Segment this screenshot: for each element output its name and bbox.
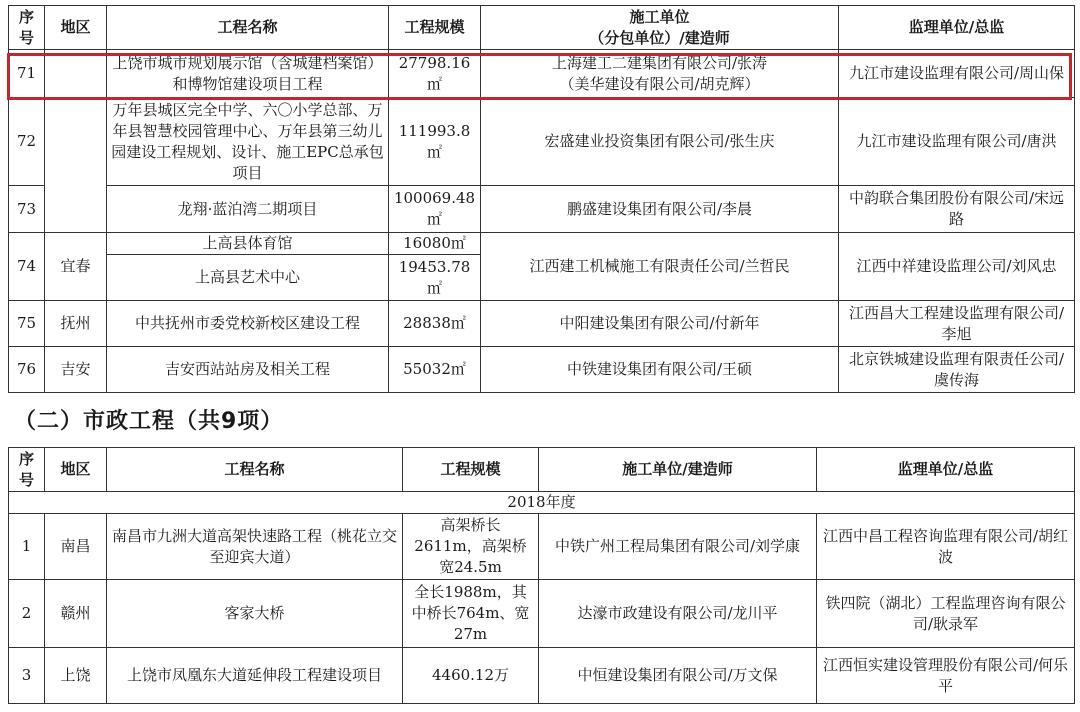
cell-scale: 27798.16㎡: [389, 50, 481, 98]
cell-contractor: 达濠市政建设有限公司/龙川平: [539, 580, 817, 648]
cell-supervisor: 中韵联合集团股份有限公司/宋远路: [839, 186, 1075, 233]
cell-scale: 28838㎡: [389, 301, 481, 347]
cell-region: 上饶: [45, 648, 107, 704]
table-header-row: [9, 448, 1075, 492]
cell-region: 宜春: [45, 233, 107, 301]
cell-contractor: [481, 50, 839, 98]
cell-scale: 111993.8㎡: [389, 98, 481, 186]
header-contractor: 施工单位/建造师: [539, 448, 817, 492]
cell-no: 72: [9, 98, 45, 186]
table-row: [9, 648, 1075, 704]
header-supervisor: 监理单位/总监: [817, 448, 1075, 492]
cell-supervisor: 江西昌大工程建设监理有限公司/李旭: [839, 301, 1075, 347]
cell-no: 1: [9, 514, 45, 580]
section-title: （二）市政工程（共9项）: [14, 409, 284, 434]
cell-supervisor: 江西中昌工程咨询监理有限公司/胡红波: [817, 514, 1075, 580]
header-name: 工程名称: [107, 448, 403, 492]
cell-contractor: 中铁建设集团有限公司/王硕: [481, 347, 839, 393]
cell-name: 中共抚州市委党校新校区建设工程: [107, 301, 389, 347]
cell-supervisor: 九江市建设监理有限公司/唐洪: [839, 98, 1075, 186]
contractor-main: 上海建工二建集团有限公司/张涛: [551, 53, 768, 72]
cell-contractor: 中铁广州工程局集团有限公司/刘学康: [539, 514, 817, 580]
cell-name: 吉安西站站房及相关工程: [107, 347, 389, 393]
cell-scale: 全长1988m，其中桥长764m、宽27m: [403, 580, 539, 648]
cell-no: 75: [9, 301, 45, 347]
cell-name: 南昌市九洲大道高架快速路工程（桃花立交至迎宾大道）: [107, 514, 403, 580]
header-supervisor: 监理单位/总监: [839, 6, 1075, 50]
header-scale: 工程规模: [403, 448, 539, 492]
cell-region: 吉安: [45, 347, 107, 393]
cell-no: 2: [9, 580, 45, 648]
header-contractor-line1: 施工单位: [629, 7, 690, 26]
cell-name: 龙翔·蓝泊湾二期项目: [107, 186, 389, 233]
cell-scale: 19453.78㎡: [389, 255, 481, 301]
contractor-sub: （美华建设有限公司/胡克辉）: [559, 74, 760, 93]
cell-scale: 4460.12万: [403, 648, 539, 704]
header-contractor: [481, 6, 839, 50]
cell-supervisor: 北京铁城建设监理有限责任公司/虞传海: [839, 347, 1075, 393]
cell-name: 上高县艺术中心: [107, 255, 389, 301]
year-row: [9, 492, 1075, 514]
cell-region: 赣州: [45, 580, 107, 648]
cell-scale: 100069.48㎡: [389, 186, 481, 233]
cell-no: 74: [9, 233, 45, 301]
year-label: 2018年度: [9, 492, 1075, 514]
cell-name: 上饶市凤凰东大道延伸段工程建设项目: [107, 648, 403, 704]
cell-no: 71: [9, 50, 45, 98]
cell-scale: 16080㎡: [389, 233, 481, 255]
cell-region: [45, 50, 107, 233]
cell-region: 抚州: [45, 301, 107, 347]
cell-scale: 高架桥长2611m，高架桥宽24.5m: [403, 514, 539, 580]
cell-region: 南昌: [45, 514, 107, 580]
cell-name: 上高县体育馆: [107, 233, 389, 255]
cell-no: 73: [9, 186, 45, 233]
header-scale: 工程规模: [389, 6, 481, 50]
header-name: 工程名称: [107, 6, 389, 50]
header-no: 序号: [9, 448, 45, 492]
cell-supervisor: 江西中祥建设监理公司/刘风忠: [839, 233, 1075, 301]
table-row: [9, 98, 1075, 186]
table-row: [9, 580, 1075, 648]
header-region: 地区: [45, 448, 107, 492]
table-row: [9, 233, 1075, 255]
cell-name: 上饶市城市规划展示馆（含城建档案馆）和博物馆建设项目工程: [107, 50, 389, 98]
cell-supervisor: 九江市建设监理有限公司/周山保: [839, 50, 1075, 98]
table-row: [9, 301, 1075, 347]
cell-no: 76: [9, 347, 45, 393]
header-contractor-line2: （分包单位）/建造师: [589, 28, 730, 47]
cell-contractor: 中恒建设集团有限公司/万文保: [539, 648, 817, 704]
table-row: [9, 514, 1075, 580]
cell-contractor: 江西建工机械施工有限责任公司/兰哲民: [481, 233, 839, 301]
header-region: 地区: [45, 6, 107, 50]
cell-contractor: 中阳建设集团有限公司/付新年: [481, 301, 839, 347]
cell-name: 客家大桥: [107, 580, 403, 648]
project-table-municipal: [8, 447, 1075, 704]
project-table-buildings: [8, 5, 1075, 393]
header-no: 序号: [9, 6, 45, 50]
cell-name: 万年县城区完全中学、六〇小学总部、万年县智慧校园管理中心、万年县第三幼儿园建设工程规划、设计、施工EPC总承包项目: [107, 98, 389, 186]
cell-supervisor: 铁四院（湖北）工程监理咨询有限公司/耿录军: [817, 580, 1075, 648]
table-row: [9, 50, 1075, 98]
table-header-row: [9, 6, 1075, 50]
cell-supervisor: 江西恒实建设管理股份有限公司/何乐平: [817, 648, 1075, 704]
cell-contractor: 鹏盛建设集团有限公司/李晨: [481, 186, 839, 233]
cell-scale: 55032㎡: [389, 347, 481, 393]
cell-contractor: 宏盛建业投资集团有限公司/张生庆: [481, 98, 839, 186]
table-row: [9, 186, 1075, 233]
cell-no: 3: [9, 648, 45, 704]
table-row: [9, 347, 1075, 393]
